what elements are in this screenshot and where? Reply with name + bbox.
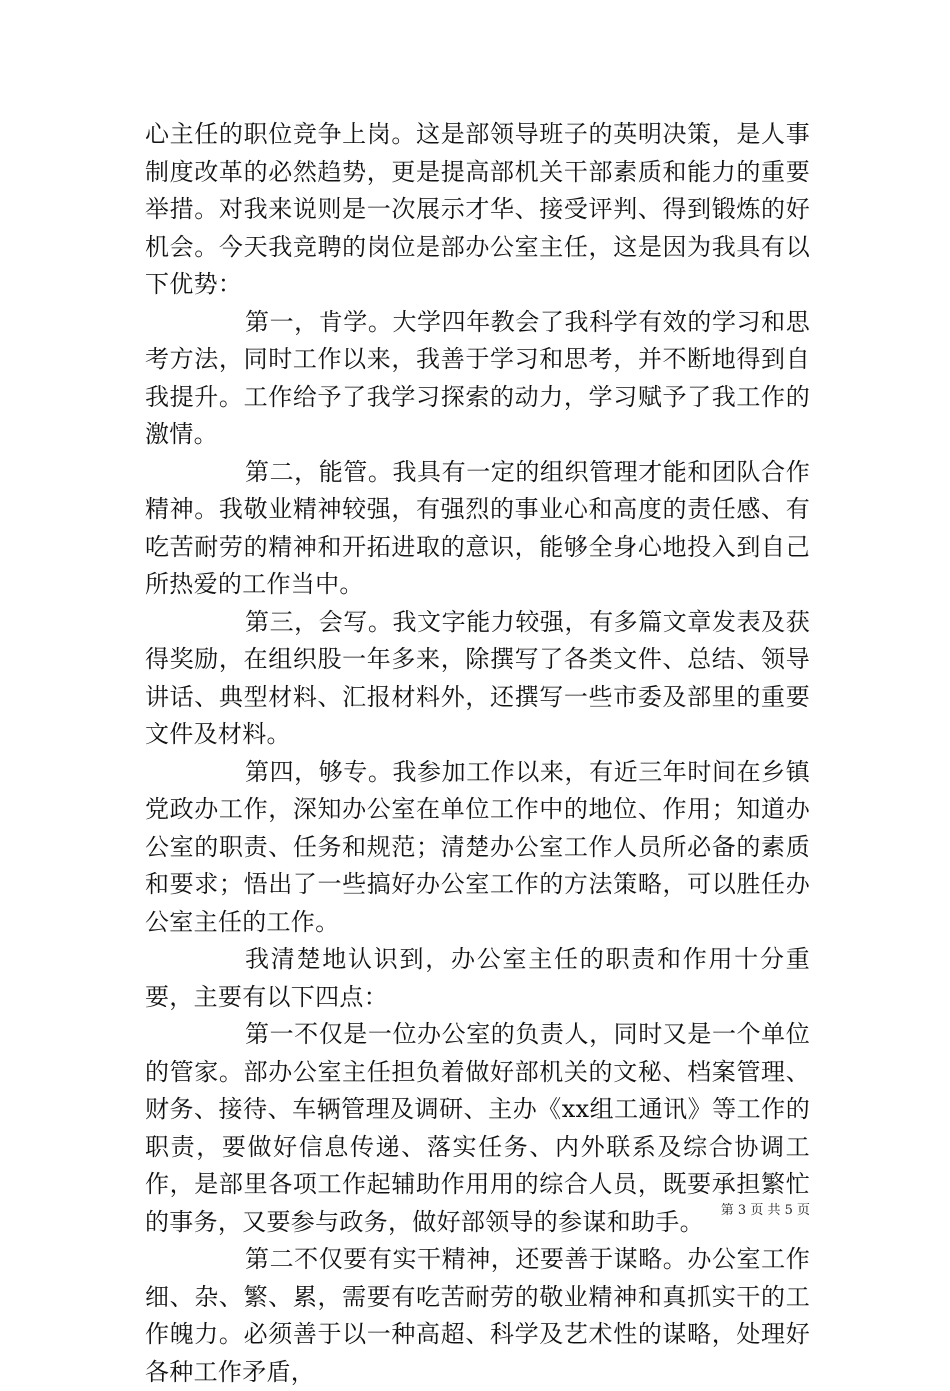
document-body: [145, 116, 810, 1391]
paragraph-advantage-4: 第四，够专。我参加工作以来，有近三年时间在乡镇党政办工作，深知办公室在单位工作中的地位、作用；知道办公室的职责、任务和规范；清楚办公室工作人员所必备的素质和要求；悟出了一些搞好办公室工作的方法策略，可以胜任办公室主任的工作。: [145, 757, 810, 936]
page-number-footer: 第 3 页 共 5 页: [720, 1203, 810, 1218]
paragraph-role-2: 第二不仅要有实干精神，还要善于谋略。办公室工作细、杂、繁、累，需要有吃苦耐劳的敬业精神和真抓实干的工作魄力。必须善于以一种高超、科学及艺术性的谋略，处理好各种工作矛盾，: [145, 1245, 810, 1386]
paragraph-intro-continued: 心主任的职位竞争上岗。这是部领导班子的英明决策，是人事制度改革的必然趋势，更是提高部机关干部素质和能力的重要举措。对我来说则是一次展示才华、接受评判、得到锻炼的好机会。今天我竞聘的岗位是部办公室主任，这是因为我具有以下优势：: [145, 120, 810, 298]
paragraph-advantage-2: 第二，能管。我具有一定的组织管理才能和团队合作精神。我敬业精神较强，有强烈的事业心和高度的责任感、有吃苦耐劳的精神和开拓进取的意识，能够全身心地投入到自己所热爱的工作当中。: [145, 457, 810, 598]
paragraph-advantage-1: 第一，肯学。大学四年教会了我科学有效的学习和思考方法，同时工作以来，我善于学习和思考，并不断地得到自我提升。工作给予了我学习探索的动力，学习赋予了我工作的激情。: [145, 307, 810, 448]
paragraph-role-intro: 我清楚地认识到，办公室主任的职责和作用十分重要，主要有以下四点：: [145, 945, 810, 1011]
paragraph-role-1: 第一不仅是一位办公室的负责人，同时又是一个单位的管家。部办公室主任担负着做好部机关的文秘、档案管理、财务、接待、车辆管理及调研、主办《xx组工通讯》等工作的职责，要做好信息传递、落实任务、内外联系及综合协调工作，是部里各项工作起辅助作用用的综合人员，既要承担繁忙的事务，又要参与政务，做好部领导的参谋和助手。: [145, 1020, 810, 1236]
paragraph-advantage-3: 第三，会写。我文字能力较强，有多篇文章发表及获得奖励，在组织股一年多来，除撰写了各类文件、总结、领导讲话、典型材料、汇报材料外，还撰写一些市委及部里的重要文件及材料。: [145, 607, 810, 748]
